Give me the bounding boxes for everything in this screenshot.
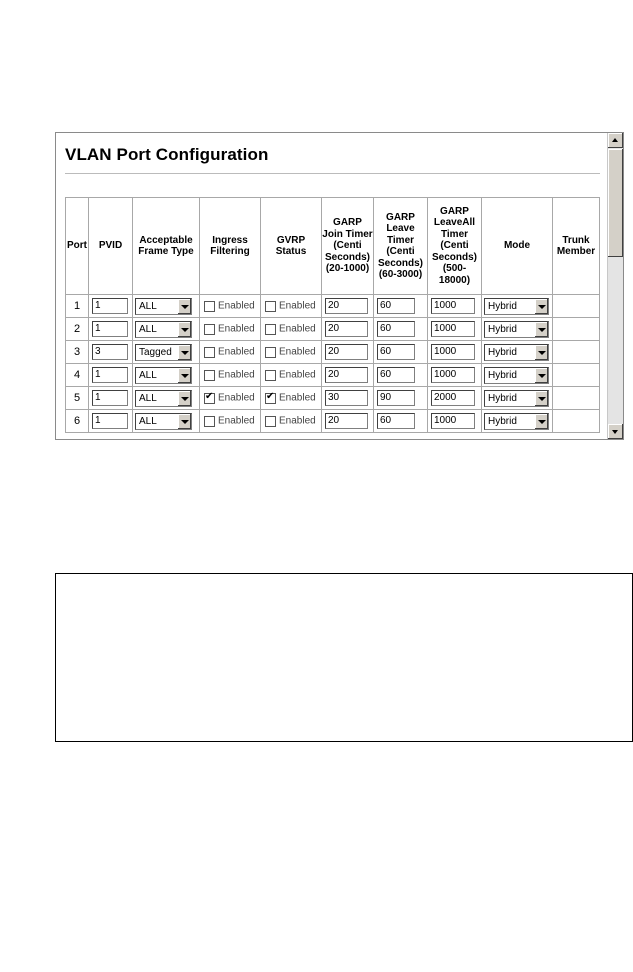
mode-cell bbox=[482, 387, 553, 410]
mode-select[interactable] bbox=[484, 298, 549, 315]
gvrp-enabled-label: Enabled bbox=[279, 369, 316, 381]
ingress-cell bbox=[200, 318, 261, 341]
ingress-enabled-label: Enabled bbox=[218, 323, 255, 335]
frame-type-value: Tagged bbox=[139, 346, 172, 358]
ingress-filtering-checkbox[interactable] bbox=[204, 370, 215, 381]
header-trunk-member: Trunk Member bbox=[553, 198, 600, 295]
header-mode: Mode bbox=[482, 198, 553, 295]
header-gvrp-status: GVRP Status bbox=[261, 198, 322, 295]
pvid-cell bbox=[89, 295, 133, 318]
port-number: 6 bbox=[66, 410, 89, 433]
leaveall-timer-input[interactable]: 2000 bbox=[431, 390, 475, 406]
ingress-filtering-checkbox[interactable] bbox=[204, 416, 215, 427]
join-timer-input[interactable]: 20 bbox=[325, 367, 368, 383]
frame-type-value: ALL bbox=[139, 323, 157, 335]
mode-value: Hybrid bbox=[488, 415, 517, 427]
gvrp-status-checkbox[interactable] bbox=[265, 347, 276, 358]
leave-timer-cell bbox=[374, 295, 428, 318]
mode-value: Hybrid bbox=[488, 323, 517, 335]
frame-type-cell bbox=[133, 295, 200, 318]
leave-timer-cell bbox=[374, 410, 428, 433]
header-frame-type: Acceptable Frame Type bbox=[133, 198, 200, 295]
chevron-down-icon[interactable] bbox=[534, 368, 548, 383]
mode-cell bbox=[482, 341, 553, 364]
port-number: 5 bbox=[66, 387, 89, 410]
leaveall-timer-cell bbox=[428, 410, 482, 433]
leaveall-timer-cell bbox=[428, 341, 482, 364]
join-timer-input[interactable]: 20 bbox=[325, 344, 368, 360]
gvrp-status-checkbox[interactable] bbox=[265, 416, 276, 427]
leave-timer-input[interactable]: 60 bbox=[377, 321, 415, 337]
title-divider bbox=[65, 173, 600, 174]
chevron-down-icon[interactable] bbox=[534, 345, 548, 360]
ingress-enabled-label: Enabled bbox=[218, 369, 255, 381]
header-port: Port bbox=[66, 198, 89, 295]
port-number: 3 bbox=[66, 341, 89, 364]
pvid-cell bbox=[89, 410, 133, 433]
frame-type-select[interactable] bbox=[135, 321, 192, 338]
trunk-member-cell bbox=[553, 387, 600, 410]
ingress-filtering-checkbox[interactable] bbox=[204, 324, 215, 335]
frame-type-value: ALL bbox=[139, 369, 157, 381]
pvid-input[interactable]: 1 bbox=[92, 413, 128, 429]
leaveall-timer-cell bbox=[428, 364, 482, 387]
leave-timer-input[interactable]: 60 bbox=[377, 298, 415, 314]
join-timer-cell bbox=[322, 364, 374, 387]
table-row bbox=[66, 410, 600, 433]
pvid-cell bbox=[89, 341, 133, 364]
ingress-filtering-checkbox[interactable] bbox=[204, 347, 215, 358]
leaveall-timer-input[interactable]: 1000 bbox=[431, 367, 475, 383]
mode-select[interactable] bbox=[484, 367, 549, 384]
mode-cell bbox=[482, 364, 553, 387]
table-row bbox=[66, 387, 600, 410]
ingress-cell bbox=[200, 341, 261, 364]
scrollbar-thumb[interactable] bbox=[608, 149, 623, 257]
trunk-member-cell bbox=[553, 410, 600, 433]
pvid-cell bbox=[89, 387, 133, 410]
port-number: 1 bbox=[66, 295, 89, 318]
ingress-cell bbox=[200, 410, 261, 433]
join-timer-input[interactable]: 20 bbox=[325, 298, 368, 314]
chevron-down-icon[interactable] bbox=[177, 299, 191, 314]
vertical-scrollbar[interactable] bbox=[607, 133, 623, 439]
leave-timer-cell bbox=[374, 341, 428, 364]
panel-content bbox=[56, 133, 607, 439]
ingress-cell bbox=[200, 295, 261, 318]
trunk-member-cell bbox=[553, 318, 600, 341]
cli-example-box bbox=[55, 573, 633, 742]
join-timer-cell bbox=[322, 410, 374, 433]
leaveall-timer-input[interactable]: 1000 bbox=[431, 298, 475, 314]
leave-timer-cell bbox=[374, 387, 428, 410]
pvid-input[interactable]: 1 bbox=[92, 298, 128, 314]
mode-value: Hybrid bbox=[488, 369, 517, 381]
gvrp-cell bbox=[261, 410, 322, 433]
join-timer-input[interactable]: 20 bbox=[325, 413, 368, 429]
ingress-filtering-checkbox[interactable] bbox=[204, 393, 215, 404]
table-row bbox=[66, 295, 600, 318]
leaveall-timer-input[interactable]: 1000 bbox=[431, 344, 475, 360]
ingress-enabled-label: Enabled bbox=[218, 300, 255, 312]
mode-value: Hybrid bbox=[488, 346, 517, 358]
port-number: 2 bbox=[66, 318, 89, 341]
table-row bbox=[66, 364, 600, 387]
frame-type-value: ALL bbox=[139, 300, 157, 312]
gvrp-cell bbox=[261, 295, 322, 318]
chevron-down-icon[interactable] bbox=[177, 414, 191, 429]
chevron-down-icon[interactable] bbox=[534, 391, 548, 406]
frame-type-select[interactable] bbox=[135, 367, 192, 384]
pvid-input[interactable]: 1 bbox=[92, 321, 128, 337]
ingress-cell bbox=[200, 387, 261, 410]
leave-timer-input[interactable]: 60 bbox=[377, 413, 415, 429]
leave-timer-cell bbox=[374, 318, 428, 341]
mode-cell bbox=[482, 318, 553, 341]
gvrp-enabled-label: Enabled bbox=[279, 323, 316, 335]
leaveall-timer-input[interactable]: 1000 bbox=[431, 321, 475, 337]
chevron-down-icon[interactable] bbox=[177, 368, 191, 383]
frame-type-cell bbox=[133, 318, 200, 341]
chevron-down-icon[interactable] bbox=[177, 391, 191, 406]
frame-type-select[interactable] bbox=[135, 344, 192, 361]
join-timer-cell bbox=[322, 318, 374, 341]
ingress-filtering-checkbox[interactable] bbox=[204, 301, 215, 312]
frame-type-select[interactable] bbox=[135, 413, 192, 430]
gvrp-enabled-label: Enabled bbox=[279, 346, 316, 358]
leaveall-timer-cell bbox=[428, 295, 482, 318]
join-timer-input[interactable]: 20 bbox=[325, 321, 368, 337]
mode-cell bbox=[482, 410, 553, 433]
frame-type-select[interactable] bbox=[135, 298, 192, 315]
join-timer-cell bbox=[322, 387, 374, 410]
header-ingress-filtering: Ingress Filtering bbox=[200, 198, 261, 295]
gvrp-enabled-label: Enabled bbox=[279, 415, 316, 427]
trunk-member-cell bbox=[553, 295, 600, 318]
vlan-port-config-panel bbox=[55, 132, 624, 440]
mode-select[interactable] bbox=[484, 321, 549, 338]
frame-type-cell bbox=[133, 341, 200, 364]
pvid-input[interactable]: 1 bbox=[92, 390, 128, 406]
leave-timer-cell bbox=[374, 364, 428, 387]
page-title: VLAN Port Configuration bbox=[65, 145, 269, 164]
gvrp-status-checkbox[interactable] bbox=[265, 370, 276, 381]
pvid-cell bbox=[89, 318, 133, 341]
leave-timer-input[interactable]: 60 bbox=[377, 344, 415, 360]
mode-cell bbox=[482, 295, 553, 318]
leave-timer-input[interactable]: 60 bbox=[377, 367, 415, 383]
pvid-cell bbox=[89, 364, 133, 387]
join-timer-cell bbox=[322, 341, 374, 364]
trunk-member-cell bbox=[553, 341, 600, 364]
mode-value: Hybrid bbox=[488, 392, 517, 404]
table-row bbox=[66, 341, 600, 364]
leaveall-timer-cell bbox=[428, 387, 482, 410]
pvid-input[interactable]: 1 bbox=[92, 367, 128, 383]
frame-type-select[interactable] bbox=[135, 390, 192, 407]
frame-type-value: ALL bbox=[139, 392, 157, 404]
frame-type-cell bbox=[133, 410, 200, 433]
frame-type-value: ALL bbox=[139, 415, 157, 427]
mode-select[interactable] bbox=[484, 344, 549, 361]
chevron-down-icon[interactable] bbox=[534, 299, 548, 314]
gvrp-cell bbox=[261, 364, 322, 387]
pvid-input[interactable]: 3 bbox=[92, 344, 128, 360]
ingress-enabled-label: Enabled bbox=[218, 346, 255, 358]
chevron-down-icon[interactable] bbox=[177, 345, 191, 360]
leaveall-timer-cell bbox=[428, 318, 482, 341]
scroll-up-button[interactable] bbox=[608, 133, 623, 148]
frame-type-cell bbox=[133, 364, 200, 387]
gvrp-cell bbox=[261, 318, 322, 341]
mode-select[interactable] bbox=[484, 413, 549, 430]
gvrp-cell bbox=[261, 387, 322, 410]
scroll-down-button[interactable] bbox=[608, 424, 623, 439]
gvrp-enabled-label: Enabled bbox=[279, 392, 316, 404]
frame-type-cell bbox=[133, 387, 200, 410]
leave-timer-input[interactable]: 90 bbox=[377, 390, 415, 406]
header-garp-leaveall-timer: GARP LeaveAll Timer (Centi Seconds) (500- 18000) bbox=[428, 198, 482, 295]
chevron-down-icon[interactable] bbox=[177, 322, 191, 337]
table-header-row bbox=[66, 198, 600, 295]
port-config-table bbox=[65, 197, 600, 433]
leaveall-timer-input[interactable]: 1000 bbox=[431, 413, 475, 429]
header-pvid: PVID bbox=[89, 198, 133, 295]
gvrp-status-checkbox[interactable] bbox=[265, 301, 276, 312]
gvrp-cell bbox=[261, 341, 322, 364]
mode-value: Hybrid bbox=[488, 300, 517, 312]
join-timer-input[interactable]: 30 bbox=[325, 390, 368, 406]
header-garp-leave-timer: GARP Leave Timer (Centi Seconds) (60-3000) bbox=[374, 198, 428, 295]
ingress-enabled-label: Enabled bbox=[218, 392, 255, 404]
table-body bbox=[66, 295, 600, 433]
chevron-down-icon[interactable] bbox=[534, 414, 548, 429]
gvrp-status-checkbox[interactable] bbox=[265, 324, 276, 335]
header-garp-join-timer: GARP Join Timer (Centi Seconds) (20-1000) bbox=[322, 198, 374, 295]
ingress-enabled-label: Enabled bbox=[218, 415, 255, 427]
join-timer-cell bbox=[322, 295, 374, 318]
port-number: 4 bbox=[66, 364, 89, 387]
table-row bbox=[66, 318, 600, 341]
mode-select[interactable] bbox=[484, 390, 549, 407]
gvrp-status-checkbox[interactable] bbox=[265, 393, 276, 404]
ingress-cell bbox=[200, 364, 261, 387]
trunk-member-cell bbox=[553, 364, 600, 387]
gvrp-enabled-label: Enabled bbox=[279, 300, 316, 312]
chevron-down-icon[interactable] bbox=[534, 322, 548, 337]
